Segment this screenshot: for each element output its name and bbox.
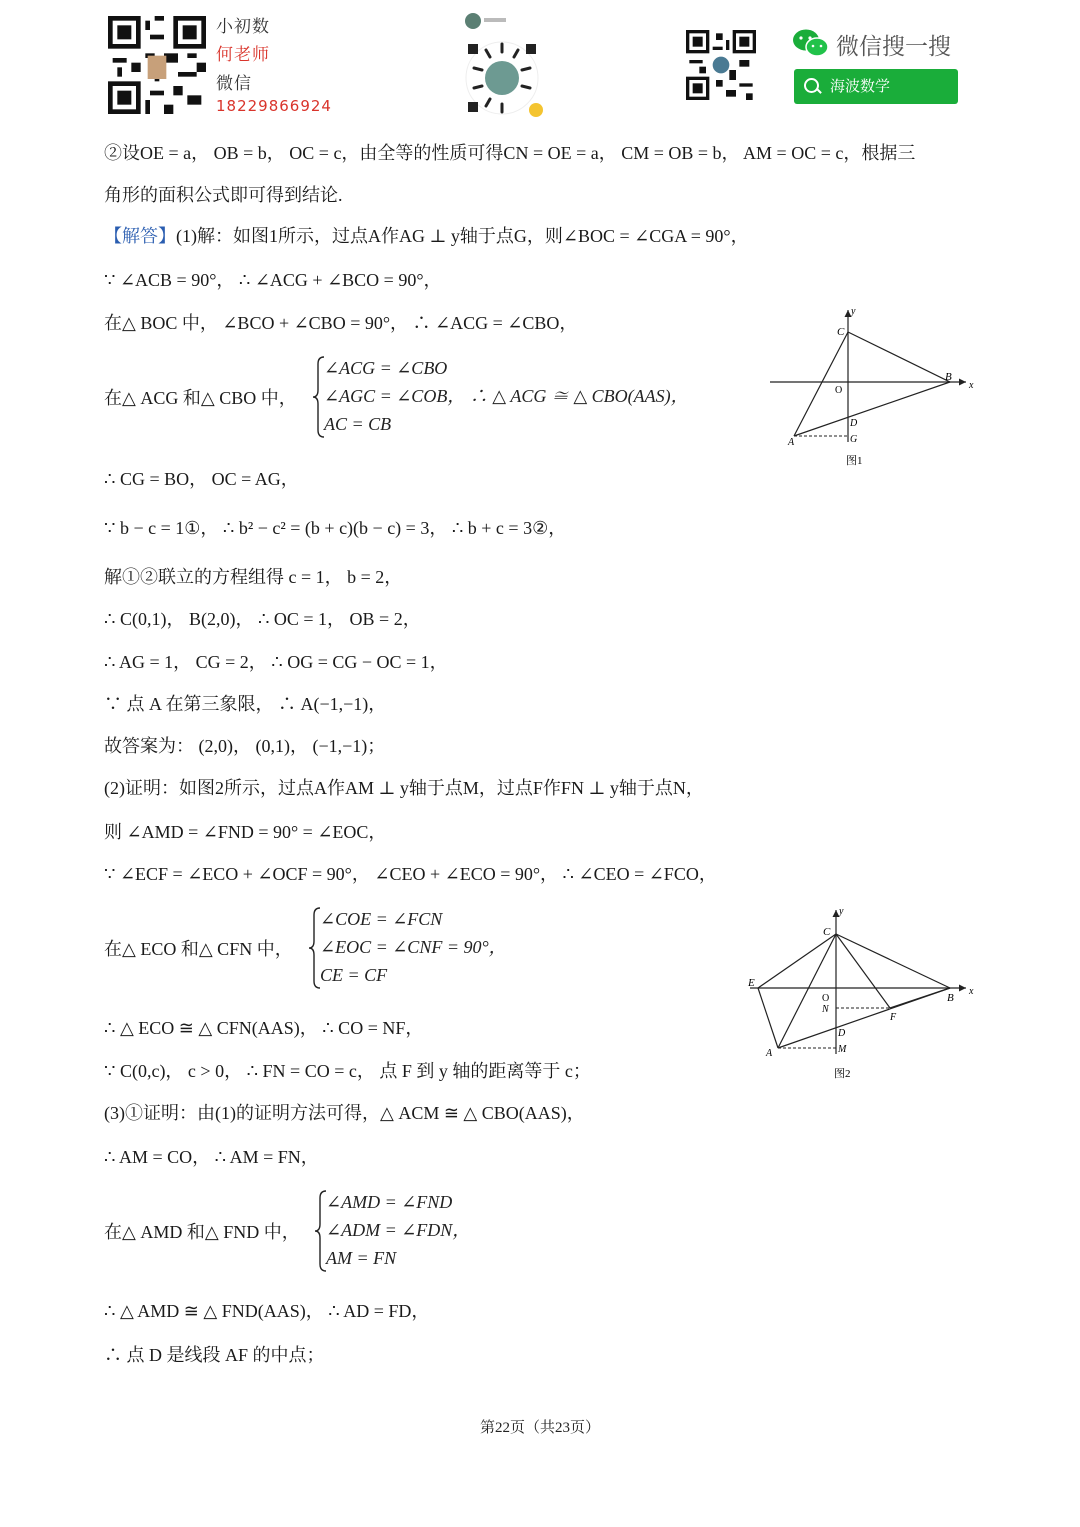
label-y: y bbox=[839, 906, 844, 917]
text-line-18: ∴ △ ECO ≅ △ CFN(AAS)， ∴ CO = NF， bbox=[104, 1018, 424, 1038]
figure-2-caption: 图2 bbox=[834, 1068, 851, 1080]
text-line-22-prefix: 在△ AMD 和△ FND 中， bbox=[104, 1222, 300, 1242]
label-a: A bbox=[766, 1048, 773, 1059]
text-line-17-prefix: 在△ ECO 和△ CFN 中， bbox=[104, 939, 293, 959]
segment-cf bbox=[836, 934, 890, 1008]
qr-caption-line-3: 微信 bbox=[216, 74, 252, 94]
triangle-abc bbox=[794, 332, 950, 436]
qr-caption-line-1: 小初数 bbox=[216, 17, 270, 37]
segment-ea bbox=[758, 988, 778, 1048]
label-b: B bbox=[945, 371, 952, 383]
qr-code-left bbox=[108, 16, 206, 114]
text-line-23: ∴ △ AMD ≅ △ FND(AAS)， ∴ AD = FD， bbox=[104, 1301, 430, 1321]
label-c: C bbox=[837, 326, 845, 338]
text-line-24: ∴ 点 D 是线段 AF 的中点； bbox=[104, 1345, 325, 1365]
qr-caption-line-2: 何老师 bbox=[216, 45, 270, 65]
text-line-9: 解①②联立的方程组得 c = 1， b = 2， bbox=[104, 567, 403, 587]
segment-ec bbox=[758, 934, 836, 988]
label-b: B bbox=[947, 992, 954, 1004]
text-line-6-prefix: 在△ ACG 和△ CBO 中， bbox=[104, 388, 297, 408]
text-line-3 bbox=[104, 222, 749, 248]
equation-row: ∠COE = ∠FCN bbox=[320, 909, 443, 929]
text-line-1: ②设OE = a， OB = b， OC = c，由全等的性质可得CN = OE = a， CM = OB = b， AM = OC = c，根据三 bbox=[104, 143, 916, 163]
segment-cb bbox=[836, 934, 950, 988]
figure-1 bbox=[764, 302, 984, 472]
segment-bf bbox=[890, 988, 950, 1008]
figure-2 bbox=[744, 902, 984, 1086]
equation-row: ∠ACG = ∠CBO bbox=[324, 358, 448, 378]
search-icon-handle bbox=[816, 88, 822, 94]
text-line-12: ∵ 点 A 在第三象限， ∴ A(−1,−1)， bbox=[104, 694, 387, 714]
text-line-10: ∴ C(0,1)， B(2,0)， ∴ OC = 1， OB = 2， bbox=[104, 609, 421, 629]
equation-row: AM = FN bbox=[326, 1248, 397, 1268]
label-m: M bbox=[838, 1044, 847, 1055]
page-number: 第22页（共23页） bbox=[479, 1420, 600, 1436]
label-g: G bbox=[850, 434, 858, 445]
text-line-7: ∴ CG = BO， OC = AG， bbox=[104, 469, 299, 489]
text-line-13: 故答案为： (2,0)， (0,1)， (−1,−1)； bbox=[104, 736, 386, 756]
label-c: C bbox=[823, 926, 831, 938]
label-f: F bbox=[890, 1012, 897, 1023]
equation-row: ∠AMD = ∠FND bbox=[326, 1192, 453, 1212]
text-line-8: ∵ b − c = 1①， ∴ b² − c² = (b + c)(b − c) = 3， ∴ b + c = 3②， bbox=[104, 518, 567, 538]
answer-tag: 【解答】 bbox=[104, 226, 176, 246]
text-line-2: 角形的面积公式即可得到结论. bbox=[104, 185, 343, 205]
label-y: y bbox=[851, 306, 856, 317]
equation-row: AC = CB bbox=[324, 414, 392, 434]
text-line-11: ∴ AG = 1， CG = 2， ∴ OG = CG − OC = 1， bbox=[104, 652, 448, 672]
label-o: O bbox=[835, 385, 843, 396]
equation-row: ∠AGC = ∠COB， ∴ △ ACG ≅ △ CBO(AAS)， bbox=[324, 386, 689, 406]
label-x: x bbox=[969, 986, 974, 997]
qr-caption-phone: 18229866924 bbox=[216, 97, 332, 115]
equation-row: ∠ADM = ∠FDN， bbox=[326, 1220, 471, 1240]
figure-1-caption: 图1 bbox=[846, 455, 863, 467]
text-line-20: (3)①证明：由(1)的证明方法可得，△ ACM ≅ △ CBO(AAS)， bbox=[104, 1103, 585, 1123]
answer-part1-line: (1)解：如图1所示，过点A作AG ⊥ y轴于点G，则∠BOC = ∠CGA = 90°， bbox=[176, 226, 749, 246]
text-line-19: ∵ C(0,c)， c > 0， ∴ FN = CO = c， 点 F 到 y 轴的距离等于 c； bbox=[104, 1061, 591, 1081]
text-line-15: 则 ∠AMD = ∠FND = 90° = ∠EOC， bbox=[104, 822, 387, 842]
text-line-4: ∵ ∠ACB = 90°， ∴ ∠ACG + ∠BCO = 90°， bbox=[104, 270, 442, 290]
label-e: E bbox=[748, 977, 755, 989]
search-button[interactable] bbox=[794, 69, 958, 104]
text-line-14: (2)证明：如图2所示，过点A作AM ⊥ y轴于点M，过点F作FN ⊥ y轴于点N， bbox=[104, 778, 704, 798]
equation-row: ∠EOC = ∠CNF = 90°， bbox=[320, 937, 507, 957]
label-d: D bbox=[838, 1028, 846, 1039]
search-button-label: 海波数学 bbox=[830, 77, 891, 95]
label-a: A bbox=[788, 437, 795, 448]
wechat-icon bbox=[792, 28, 830, 58]
text-line-16: ∵ ∠ECF = ∠ECO + ∠OCF = 90°， ∠CEO + ∠ECO = 90°， ∴ ∠CEO = ∠FCO， bbox=[104, 864, 717, 884]
text-line-21: ∴ AM = CO， ∴ AM = FN， bbox=[104, 1147, 319, 1167]
label-d: D bbox=[850, 418, 858, 429]
mini-program-code bbox=[456, 12, 548, 120]
text-line-5: 在△ BOC 中， ∠BCO + ∠CBO = 90°， ∴ ∠ACG = ∠CBO， bbox=[104, 313, 578, 333]
qr-code-right bbox=[686, 30, 756, 100]
label-x: x bbox=[969, 380, 974, 391]
wechat-search-title: 微信搜一搜 bbox=[836, 34, 951, 60]
label-o: O bbox=[822, 993, 830, 1004]
equation-row: CE = CF bbox=[320, 965, 388, 985]
label-n: N bbox=[822, 1004, 829, 1015]
